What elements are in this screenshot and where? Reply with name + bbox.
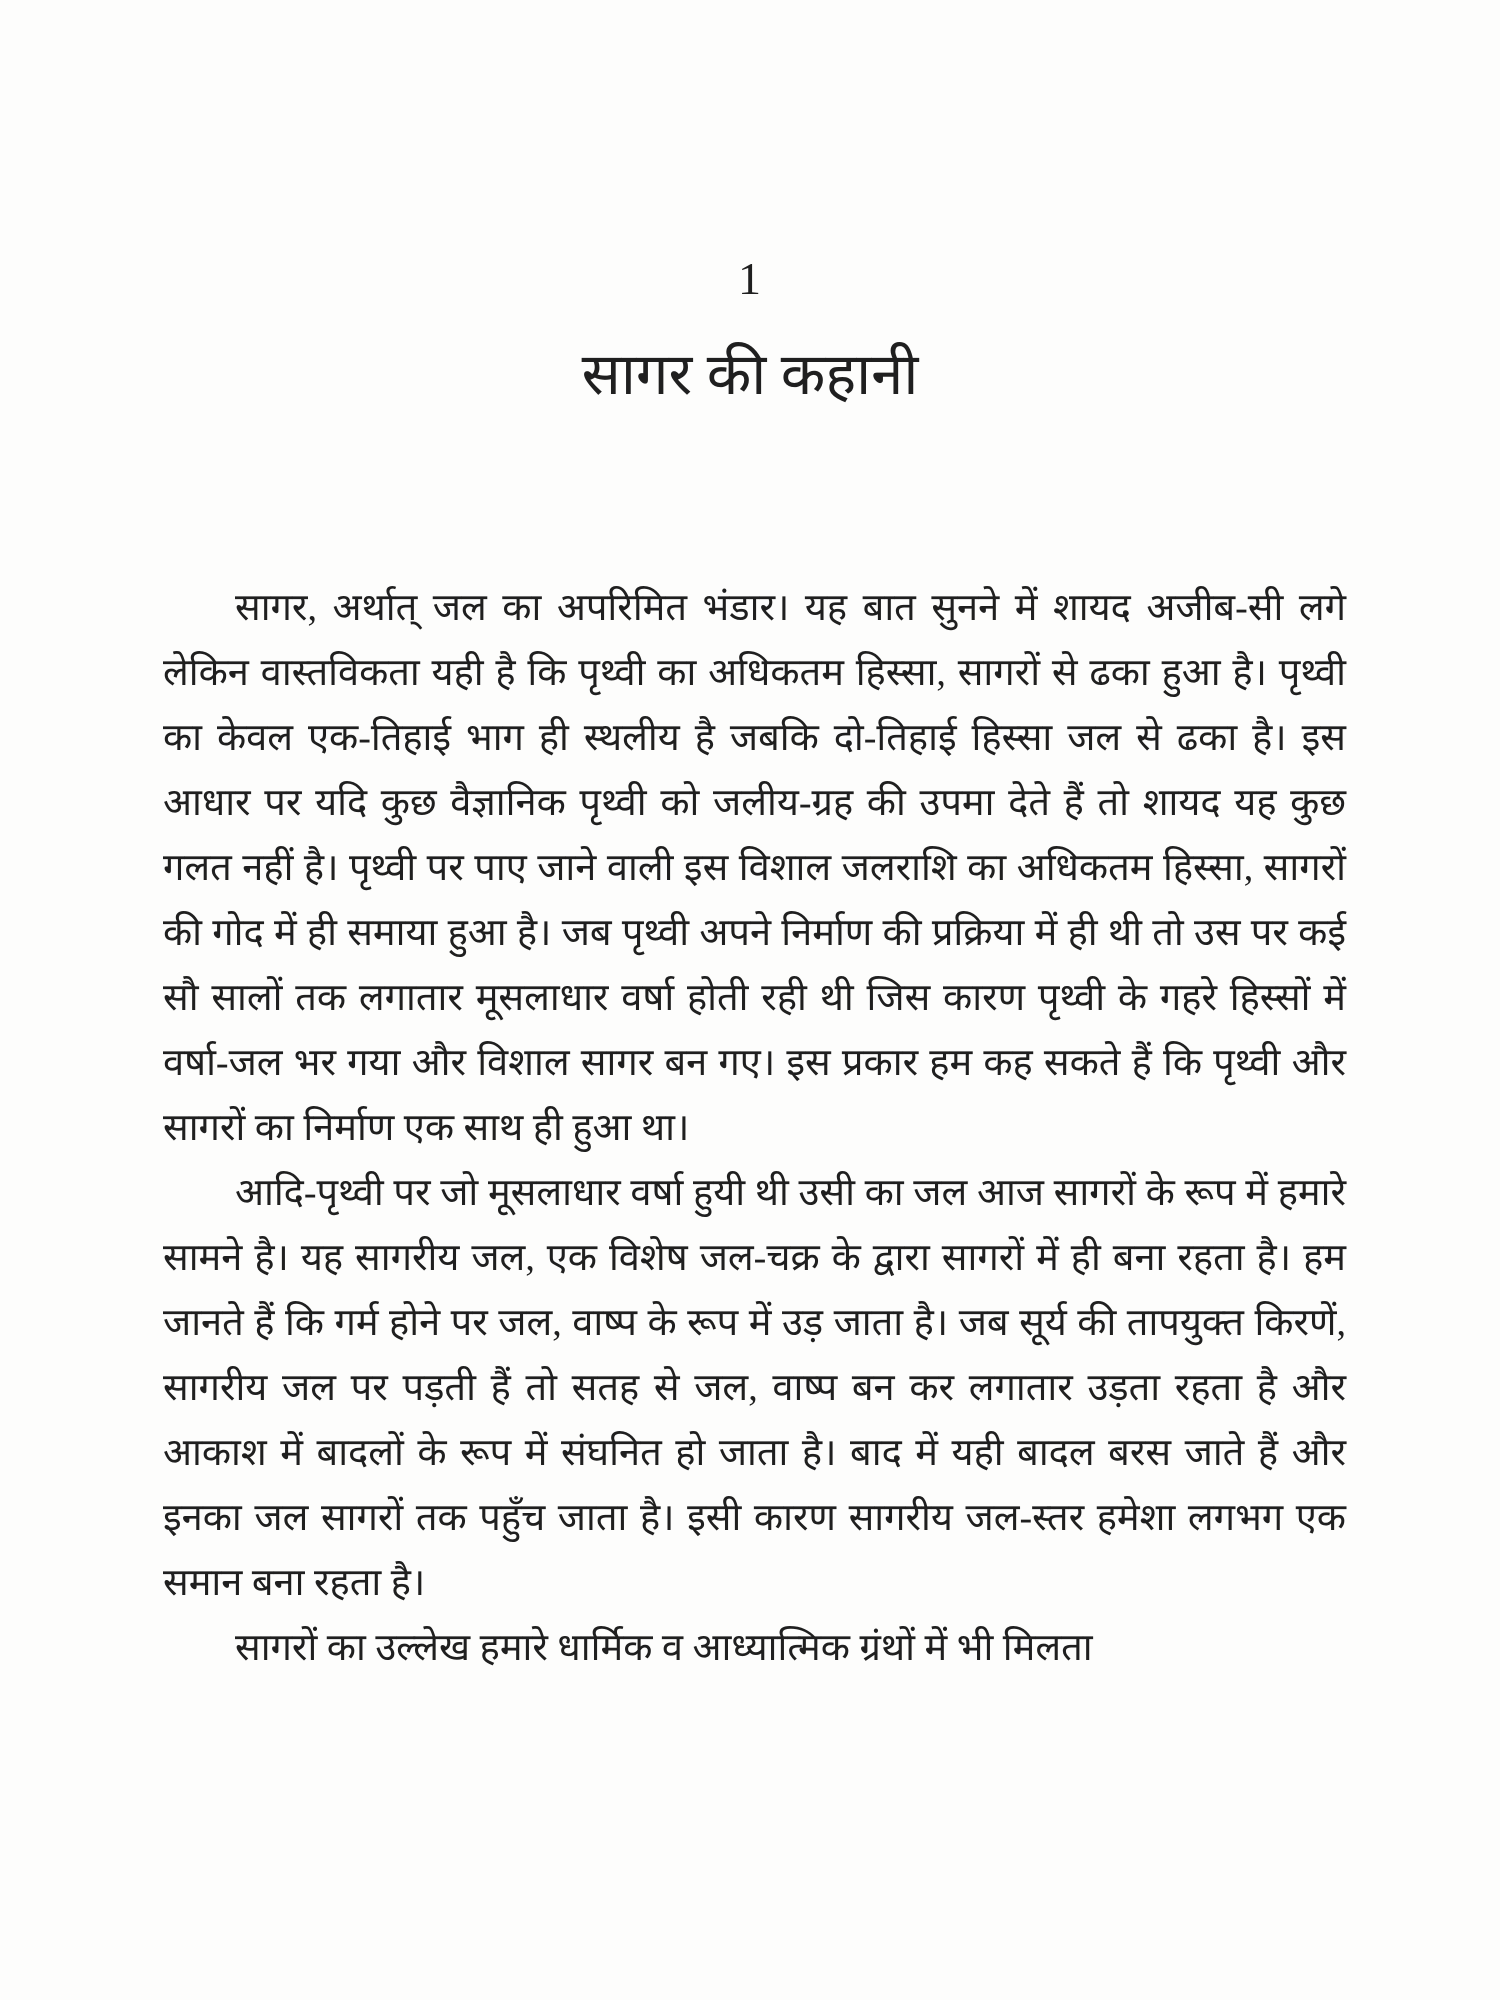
paragraph-2: आदि-पृथ्वी पर जो मूसलाधार वर्षा हुयी थी उसी का जल आज सागरों के रूप में हमारे सामने है। यह सागरीय जल, एक विशेष जल-चक्र के द्वारा सागरों में ही बना रहता है। हम जानते हैं कि गर्म होने पर जल, वाष्प के रूप में उड़ जाता है। जब सूर्य की तापयुक्त किरणें, सागरीय जल पर पड़ती हैं तो सतह से जल, वाष्प बन कर लगातार उड़ता रहता है और आकाश में बादलों के रूप में संघनित हो जाता है। बाद में यही बादल बरस जाते हैं और इनका जल सागरों तक पहुँच जाता है। इसी कारण सागरीय जल-स्तर हमेशा लगभग एक समान बना रहता है।: [163, 1172, 1346, 1604]
paragraph-3: सागरों का उल्लेख हमारे धार्मिक व आध्यात्मिक ग्रंथों में भी मिलता: [235, 1627, 1093, 1669]
chapter-title: सागर की कहानी: [581, 342, 919, 407]
body-text: [163, 576, 1346, 1681]
chapter-number: 1: [738, 253, 762, 304]
paragraph-1: सागर, अर्थात् जल का अपरिमित भंडार। यह बात सुनने में शायद अजीब-सी लगे लेकिन वास्तविकता यही है कि पृथ्वी का अधिकतम हिस्सा, सागरों से ढका हुआ है। पृथ्वी का केवल एक-तिहाई भाग ही स्थलीय है जबकि दो-तिहाई हिस्सा जल से ढका है। इस आधार पर यदि कुछ वैज्ञानिक पृथ्वी को जलीय-ग्रह की उपमा देते हैं तो शायद यह कुछ गलत नहीं है। पृथ्वी पर पाए जाने वाली इस विशाल जलराशि का अधिकतम हिस्सा, सागरों की गोद में ही समाया हुआ है। जब पृथ्वी अपने निर्माण की प्रक्रिया में ही थी तो उस पर कई सौ सालों तक लगातार मूसलाधार वर्षा होती रही थी जिस कारण पृथ्वी के गहरे हिस्सों में वर्षा-जल भर गया और विशाल सागर बन गए। इस प्रकार हम कह सकते हैं कि पृथ्वी और सागरों का निर्माण एक साथ ही हुआ था।: [163, 587, 1346, 1149]
